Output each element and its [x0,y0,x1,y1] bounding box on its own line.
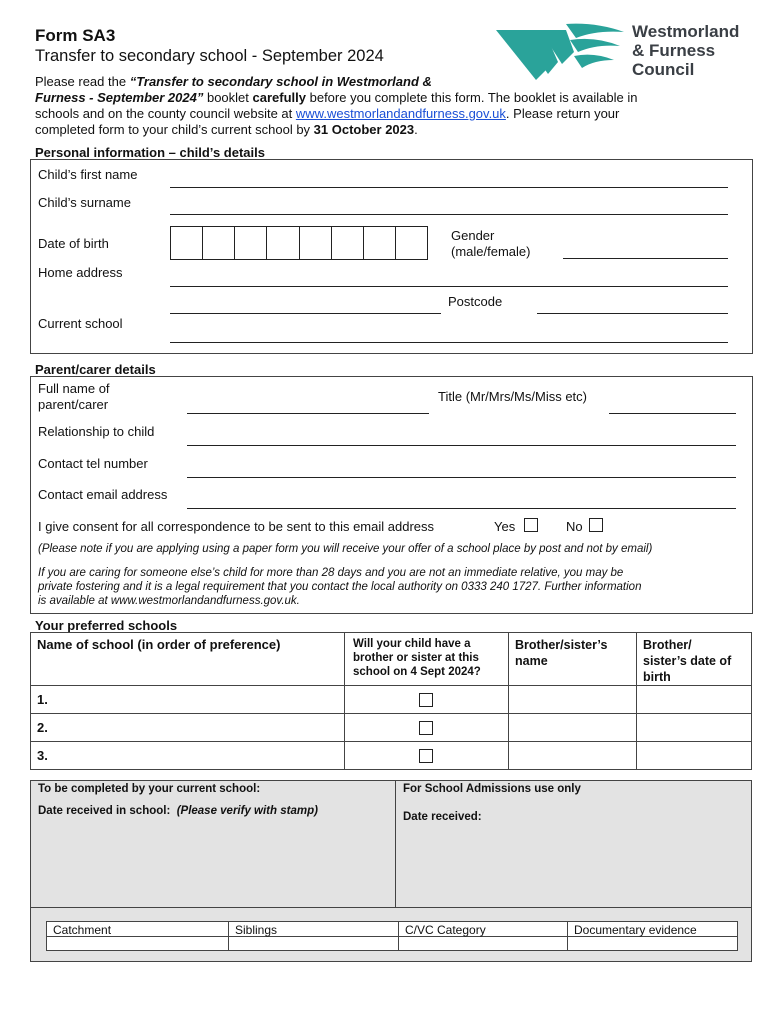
gender-label-1: Gender [451,228,495,243]
school-row-3-sibling-dob[interactable] [637,742,752,770]
school-row-3-checkbox[interactable] [419,749,433,763]
date-received-label: Date received: [403,811,482,823]
dob-field[interactable] [170,226,428,260]
website-link[interactable]: www.westmorlandandfurness.gov.uk [295,106,506,121]
council-logo-icon [496,22,626,82]
schools-col-sibling-name: Brother/sister’s name [509,633,637,686]
school-row-1-sibling-name[interactable] [509,686,637,714]
logo-line-3: Council [632,60,695,79]
email-label: Contact email address [38,487,168,502]
school-row-2-sibling [345,714,509,742]
current-school-field[interactable] [170,342,728,343]
logo-line-2: & Furness [632,41,716,60]
first-name-label: Child’s first name [38,167,138,182]
admissions-table [46,921,738,951]
school-row-2-checkbox[interactable] [419,721,433,735]
consent-no-label: No [566,519,583,534]
parent-heading: Parent/carer details [35,362,156,377]
school-row-1-name[interactable]: 1. [31,686,345,714]
surname-field[interactable] [170,214,728,215]
consent-no-checkbox[interactable] [589,518,603,532]
full-name-label-2: parent/carer [38,397,109,412]
school-row-2-sibling-dob[interactable] [637,714,752,742]
current-school-use-heading: To be completed by your current school: [38,783,261,795]
gender-label-2: (male/female) [451,244,531,259]
relationship-field[interactable] [187,445,736,446]
date-received-school-label: Date received in school: (Please verify with stamp) [38,805,318,817]
office-divider-h [31,907,751,908]
office-divider [395,781,396,907]
consent-yes-checkbox[interactable] [524,518,538,532]
relationship-label: Relationship to child [38,424,155,439]
school-row-2-sibling-name[interactable] [509,714,637,742]
school-row-1-sibling [345,686,509,714]
address-field-2[interactable] [170,313,441,314]
schools-col-sibling-dob: Brother/ sister’s date of birth [637,633,752,686]
address-field-1[interactable] [170,286,728,287]
consent-yes-label: Yes [494,519,516,534]
postcode-field[interactable] [537,313,728,314]
first-name-field[interactable] [170,187,728,188]
full-name-field[interactable] [187,413,429,414]
title-field[interactable] [609,413,736,414]
schools-heading: Your preferred schools [35,618,178,633]
schools-col-sibling: Will your child have a brother or sister at this school on 4 Sept 2024? [345,633,509,686]
fostering-note-2: private fostering and it is a legal requirement that you contact the local authority on 0333 240 1727. Further information [38,581,642,593]
intro-text: Please read the “Transfer to secondary school in Westmorland & Furness - September 2024” booklet carefully before you complete this form. The booklet is available in schools and on the county council website at www.westmorlandandfurness.gov.uk. Please return your completed form to your child’s current school by 31 October 2023. [35,74,638,137]
consent-label: I give consent for all correspondence to be sent to this email address [38,519,434,534]
siblings-label: Siblings [235,923,278,937]
dob-label: Date of birth [38,236,109,251]
current-school-label: Current school [38,316,123,331]
full-name-label-1: Full name of [38,381,110,396]
school-row-3-sibling [345,742,509,770]
logo-line-1: Westmorland [632,22,740,41]
cvc-category-label: C/VC Category [405,923,486,937]
personal-heading: Personal information – child’s details [35,145,265,160]
school-row-3-name[interactable]: 3. [31,742,345,770]
tel-label: Contact tel number [38,456,148,471]
school-row-3-sibling-name[interactable] [509,742,637,770]
form-code: Form SA3 [35,26,116,45]
postcode-label: Postcode [448,294,503,309]
schools-col-name: Name of school (in order of preference) [31,633,345,686]
address-label: Home address [38,265,123,280]
gender-field[interactable] [563,258,728,259]
fostering-note-3: is available at www.westmorlandandfurness.gov.uk. [38,595,300,607]
email-field[interactable] [187,508,736,509]
title-label: Title (Mr/Mrs/Ms/Miss etc) [438,389,587,404]
admissions-heading: For School Admissions use only [403,783,581,795]
fostering-note-1: If you are caring for someone else’s child for more than 28 days and you are not an immediate relative, you may be [38,567,624,579]
catchment-label: Catchment [53,923,112,937]
documentary-evidence-label: Documentary evidence [574,923,697,937]
schools-table [30,632,752,770]
paper-form-note: (Please note if you are applying using a paper form you will receive your offer of a school place by post and not by email) [38,543,653,555]
tel-field[interactable] [187,477,736,478]
office-use-section [30,780,752,962]
surname-label: Child’s surname [38,195,131,210]
school-row-1-checkbox[interactable] [419,693,433,707]
form-subtitle: Transfer to secondary school - September 2024 [35,47,384,65]
school-row-2-name[interactable]: 2. [31,714,345,742]
school-row-1-sibling-dob[interactable] [637,686,752,714]
